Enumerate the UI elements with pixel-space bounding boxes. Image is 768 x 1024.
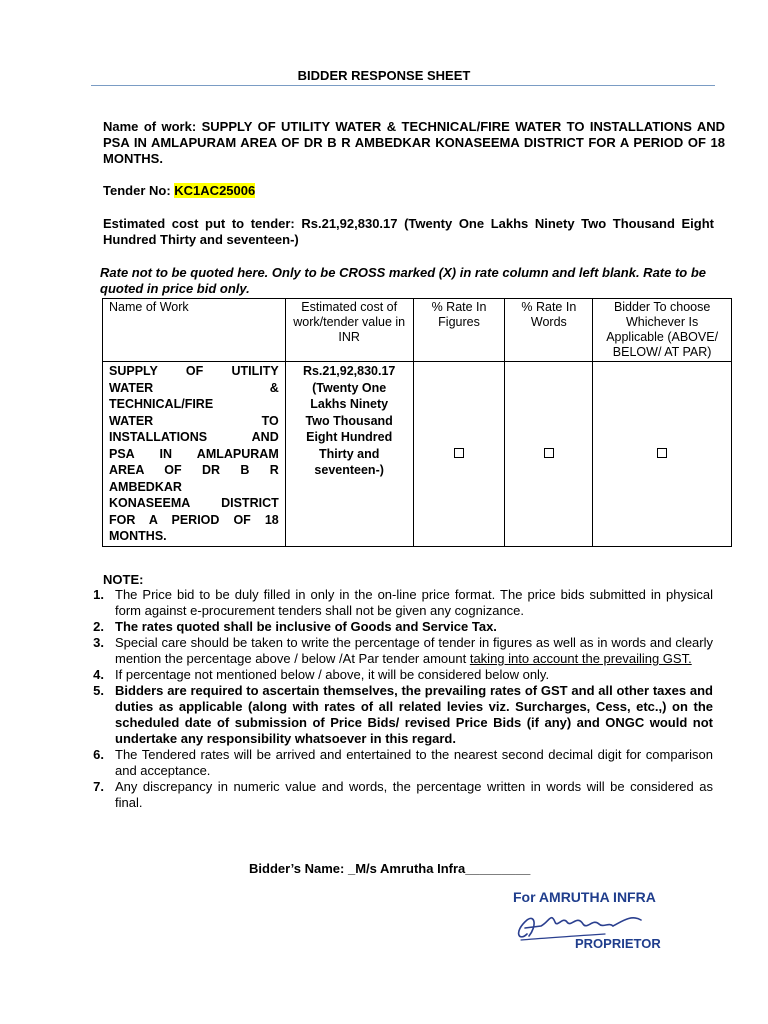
name-of-work-text: SUPPLY OF UTILITY WATER & TECHNICAL/FIRE WATER TO INSTALLATIONS AND PSA IN AMLAPURAM AREA OF DR B R AMBEDKAR KONASEEMA DISTRICT FOR A PERIOD OF 18 MONTHS.	[103, 119, 726, 166]
tender-number-value: KC1AC25006	[174, 183, 256, 198]
cost-line: Eight Hundred	[306, 430, 393, 444]
work-line: MONTHS.	[109, 529, 167, 543]
list-item	[90, 587, 713, 619]
rate-words-checkbox[interactable]	[544, 448, 554, 458]
work-line: PSA IN AMLAPURAM	[109, 446, 279, 461]
work-line: AMBEDKAR	[109, 479, 182, 494]
name-of-work-label: Name of work:	[103, 119, 197, 134]
work-line: SUPPLY OF UTILITY	[109, 364, 279, 378]
note-text: The rates quoted shall be inclusive of Goods and Service Tax.	[115, 619, 497, 634]
work-line: WATER &	[109, 380, 279, 395]
cost-line: Rs.21,92,830.17	[302, 364, 396, 378]
note-number: 4.	[93, 667, 104, 682]
bidder-name	[249, 861, 530, 876]
list-item	[90, 683, 713, 747]
note-number: 1.	[93, 587, 104, 602]
column-header: % Rate In Words	[505, 299, 593, 362]
title-underline	[91, 85, 715, 86]
list-item	[90, 779, 713, 811]
note-text: Any discrepancy in numeric value and words, the percentage written in words will be considered as final.	[115, 779, 713, 810]
column-header: % Rate In Figures	[413, 299, 505, 362]
note-text-underlined: taking into account the prevailing GST.	[469, 651, 692, 666]
above-below-cell	[593, 362, 732, 547]
rate-instruction: Rate not to be quoted here. Only to be CROSS marked (X) in rate column and left blank. Rate to be quoted in price bid only.	[100, 265, 707, 296]
document-title: BIDDER RESPONSE SHEET	[297, 68, 471, 83]
signature	[519, 918, 641, 937]
estimated-cost-cell	[285, 362, 413, 547]
estimated-cost: Estimated cost put to tender: Rs.21,92,830.17 (Twenty One Lakhs Ninety Two Thousand Eight Hundred Thirty and seventeen-)	[103, 216, 714, 247]
tender-number-label: Tender No:	[103, 183, 171, 198]
work-name-cell	[103, 362, 286, 547]
bid-table	[102, 298, 732, 547]
above-below-checkbox[interactable]	[657, 448, 667, 458]
notes-list	[90, 587, 713, 811]
table-row	[103, 362, 732, 547]
work-line: WATER TO	[109, 413, 279, 428]
column-header: Estimated cost of work/tender value in INR	[285, 299, 413, 362]
cost-line: (Twenty One	[312, 380, 387, 395]
bidder-name-value: _M/s Amrutha Infra_________	[348, 861, 531, 876]
list-item	[90, 667, 713, 683]
company-stamp	[505, 882, 685, 962]
tender-number	[103, 183, 725, 199]
note-text: Bidders are required to ascertain themselves, the prevailing rates of GST and all other taxes and duties as applicable (along with rates of all related levies viz. Surcharges, Cess, etc.,) on the scheduled date of submission of Price Bids/ revised Price Bids (if any) and ONGC would not undertake any responsibility whatsoever in this regard.	[115, 683, 713, 746]
cost-line: seventeen-)	[314, 463, 384, 477]
work-line: TECHNICAL/FIRE	[109, 397, 214, 411]
list-item	[90, 747, 713, 779]
note-number: 6.	[93, 747, 104, 762]
work-line: AREA OF DR B R	[109, 463, 279, 477]
column-header: Bidder To choose Whichever Is Applicable (ABOVE/ BELOW/ AT PAR)	[593, 299, 732, 362]
cost-line: Lakhs Ninety	[310, 397, 389, 411]
note-number: 7.	[93, 779, 104, 794]
work-line: KONASEEMA DISTRICT	[109, 496, 279, 510]
rate-words-cell	[505, 362, 593, 547]
list-item	[90, 619, 713, 635]
bidder-name-label: Bidder’s Name:	[249, 861, 345, 876]
cost-line: Two Thousand	[305, 413, 393, 428]
work-line: FOR A PERIOD OF 18	[109, 512, 279, 527]
rate-figures-checkbox[interactable]	[454, 448, 464, 458]
note-text: Special care should be taken to write the percentage of tender in figures as well as in words and clearly mention the percentage above / below /At Par tender amount	[115, 635, 713, 666]
note-number: 5.	[93, 683, 104, 698]
stamp-company: For AMRUTHA INFRA	[513, 889, 656, 905]
list-item	[90, 635, 713, 667]
table-header-row	[103, 299, 732, 362]
stamp-role: PROPRIETOR	[575, 936, 661, 951]
note-text: If percentage not mentioned below / above, it will be considered below only.	[115, 667, 550, 682]
cost-line: Thirty and	[318, 446, 380, 461]
note-number: 3.	[93, 635, 104, 650]
column-header: Name of Work	[103, 299, 286, 362]
name-of-work	[103, 119, 725, 167]
work-line: INSTALLATIONS AND	[109, 430, 279, 444]
rate-figures-cell	[413, 362, 505, 547]
note-text: The Price bid to be duly filled in only in the on-line price format. The price bids submitted in physical form against e-procurement tenders shall not be given any cognizance.	[115, 587, 713, 618]
note-text: The Tendered rates will be arrived and entertained to the nearest second decimal digit for comparison and acceptance.	[115, 747, 713, 778]
note-heading: NOTE:	[103, 572, 144, 587]
note-number: 2.	[93, 619, 104, 634]
